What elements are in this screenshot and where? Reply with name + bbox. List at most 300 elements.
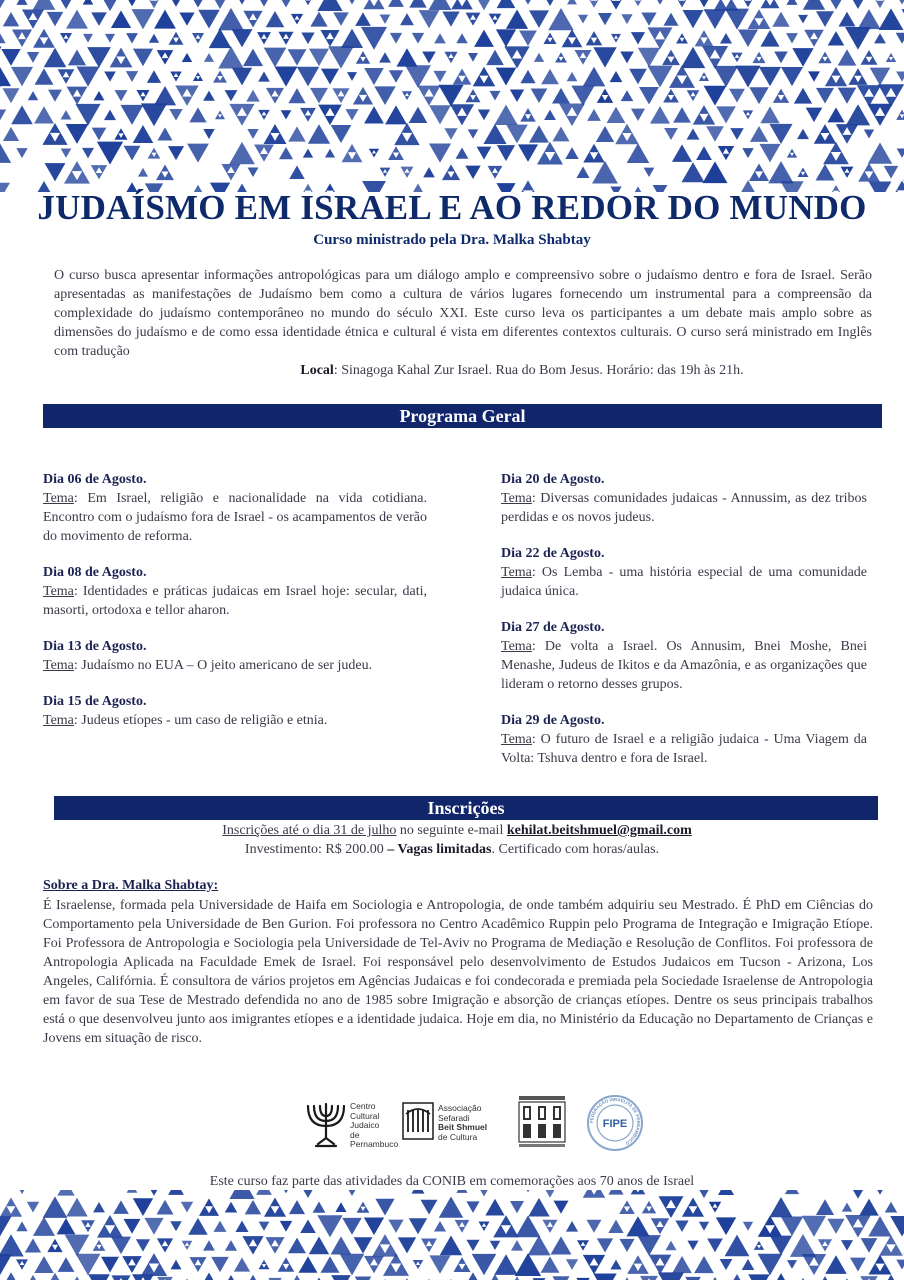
pattern-triangle <box>707 1239 723 1253</box>
pattern-triangle <box>647 66 672 88</box>
pattern-triangle <box>486 50 504 65</box>
pattern-triangle <box>696 0 713 7</box>
pattern-triangle <box>433 71 446 82</box>
pattern-triangle <box>154 86 176 105</box>
pattern-triangle <box>716 1217 736 1235</box>
pattern-triangle <box>740 0 757 7</box>
pattern-triangle <box>828 31 845 45</box>
pattern-triangle <box>885 1202 897 1213</box>
pattern-triangle <box>0 1216 12 1236</box>
pattern-triangle <box>816 88 834 104</box>
pattern-triangle <box>474 30 494 47</box>
pattern-triangle <box>389 70 404 83</box>
pattern-triangle <box>300 1219 316 1233</box>
pattern-triangle <box>388 0 404 7</box>
pattern-triangle <box>527 1235 550 1255</box>
pattern-triangle <box>442 12 459 27</box>
pattern-triangle <box>380 14 391 23</box>
logo-text-line: Centro <box>350 1101 376 1111</box>
pattern-triangle <box>211 1257 229 1272</box>
pattern-triangle <box>409 107 428 123</box>
pattern-triangle <box>641 12 656 25</box>
pattern-triangle <box>534 53 544 62</box>
tema-label: Tema <box>501 732 532 747</box>
pattern-triangle <box>42 1273 67 1280</box>
pattern-triangle <box>629 69 647 84</box>
pattern-triangle <box>374 86 395 105</box>
pattern-triangle <box>179 13 194 26</box>
pattern-triangle <box>306 0 311 1</box>
pattern-triangle <box>896 71 904 81</box>
pattern-triangle <box>364 68 384 85</box>
pattern-triangle <box>702 161 727 183</box>
pattern-triangle <box>612 0 621 1</box>
pattern-triangle <box>745 0 752 1</box>
top-pattern-banner <box>0 0 904 192</box>
pattern-triangle <box>289 166 305 179</box>
pattern-triangle <box>650 106 670 124</box>
pattern-triangle <box>528 1198 549 1217</box>
pattern-triangle <box>816 1276 833 1280</box>
tema-label: Tema <box>43 658 74 673</box>
pattern-triangle <box>511 1240 523 1250</box>
pattern-triangle <box>842 1203 852 1212</box>
pattern-triangle <box>759 144 780 162</box>
pattern-triangle <box>520 70 535 83</box>
pattern-triangle <box>328 46 354 68</box>
schedule-item <box>43 470 427 546</box>
pattern-triangle <box>405 65 431 88</box>
pattern-triangle <box>281 110 292 119</box>
pattern-triangle <box>214 1221 227 1232</box>
pattern-triangle <box>11 67 33 86</box>
pattern-triangle <box>749 87 768 104</box>
pattern-triangle <box>274 67 297 87</box>
pattern-triangle <box>565 147 578 159</box>
pattern-triangle <box>861 1238 878 1253</box>
pattern-triangle <box>587 1220 602 1233</box>
tema-label: Tema <box>43 713 74 728</box>
schedule-date: Dia 20 de Agosto. <box>501 472 605 487</box>
pattern-triangle <box>598 13 612 25</box>
pattern-triangle <box>683 10 704 28</box>
pattern-triangle <box>321 69 339 85</box>
pattern-triangle <box>258 71 270 81</box>
pattern-triangle <box>342 1218 361 1235</box>
pattern-triangle <box>768 161 794 183</box>
pattern-triangle <box>897 148 904 157</box>
pattern-triangle <box>196 1273 222 1280</box>
pattern-triangle <box>758 1254 783 1276</box>
pattern-triangle <box>288 126 305 141</box>
pattern-triangle <box>879 8 904 30</box>
pattern-triangle <box>171 1260 182 1270</box>
pattern-triangle <box>126 33 138 43</box>
pattern-triangle <box>477 147 492 160</box>
pattern-triangle <box>786 33 798 43</box>
pattern-triangle <box>56 0 77 9</box>
schedule-date: Dia 08 de Agosto. <box>43 565 147 580</box>
pattern-triangle <box>35 68 54 84</box>
pattern-triangle <box>571 86 594 106</box>
inscricoes-heading-bar: Inscrições <box>54 796 878 820</box>
schedule-topic <box>501 637 867 694</box>
pattern-triangle <box>288 1238 306 1254</box>
pattern-triangle <box>497 145 515 161</box>
pattern-triangle <box>750 126 768 142</box>
pattern-triangle <box>637 1235 661 1256</box>
pattern-triangle <box>552 1276 569 1280</box>
pattern-triangle <box>797 129 809 139</box>
pattern-triangle <box>672 144 692 162</box>
pattern-triangle <box>440 1236 463 1256</box>
pattern-triangle <box>803 0 825 10</box>
pattern-triangle <box>664 128 678 140</box>
pattern-triangle <box>429 143 451 162</box>
page-subtitle: Curso ministrado pela Dra. Malka Shabtay <box>313 232 591 248</box>
pattern-triangle <box>725 9 749 30</box>
pattern-triangle <box>243 49 263 67</box>
pattern-triangle <box>590 0 597 1</box>
pattern-triangle <box>483 124 506 144</box>
pattern-triangle <box>566 1221 578 1232</box>
pattern-triangle <box>465 166 480 179</box>
pattern-triangle <box>33 1217 55 1236</box>
pattern-triangle <box>896 1260 904 1270</box>
pattern-triangle <box>786 0 797 5</box>
pattern-triangle <box>597 1238 613 1252</box>
pattern-triangle <box>519 31 537 47</box>
pattern-triangle <box>93 1202 105 1212</box>
pattern-triangle <box>798 15 808 24</box>
pattern-triangle <box>769 1273 793 1280</box>
pattern-triangle <box>61 148 72 157</box>
pattern-triangle <box>478 109 490 120</box>
pattern-triangle <box>420 1200 437 1215</box>
pattern-triangle <box>679 0 686 1</box>
pattern-triangle <box>317 1215 342 1237</box>
pattern-triangle <box>188 1218 207 1235</box>
pattern-triangle <box>189 0 207 8</box>
pattern-triangle <box>313 1202 326 1213</box>
pattern-triangle <box>787 1260 797 1269</box>
pattern-triangle <box>210 0 231 9</box>
pattern-triangle <box>838 49 857 65</box>
logo-text-line: Cultural <box>350 1110 380 1121</box>
pattern-triangle <box>181 1202 193 1213</box>
pattern-triangle <box>673 0 690 7</box>
schedule-topic <box>43 582 427 620</box>
pattern-triangle <box>825 1255 847 1274</box>
triangle-pattern-top <box>0 0 904 192</box>
pattern-triangle <box>120 105 143 125</box>
pattern-triangle <box>198 10 220 29</box>
pattern-triangle <box>76 1254 101 1276</box>
tema-label: Tema <box>501 491 532 506</box>
pattern-triangle <box>774 52 788 64</box>
pattern-triangle <box>631 32 645 44</box>
centro-cultural-text <box>350 1102 398 1150</box>
pattern-triangle <box>170 1221 182 1231</box>
pattern-triangle <box>438 85 463 107</box>
pattern-triangle <box>816 164 835 180</box>
schedule-date: Dia 22 de Agosto. <box>501 546 605 561</box>
pattern-triangle <box>848 0 869 9</box>
sponsor-logos <box>0 1094 904 1156</box>
pattern-triangle <box>839 12 856 27</box>
pattern-triangle <box>627 143 650 163</box>
about-heading: Sobre a Dra. Malka Shabtay: <box>43 878 219 893</box>
pattern-triangle <box>101 1257 119 1273</box>
tema-label: Tema <box>501 565 532 580</box>
pattern-triangle <box>781 1216 804 1236</box>
topic-text: : Diversas comunidades judaicas - Annussim, as dez tribos perdidas e os novos judeus. <box>501 491 867 525</box>
programa-heading-bar: Programa Geral <box>43 404 882 428</box>
pattern-triangle <box>874 33 886 43</box>
schedule-topic <box>43 711 427 730</box>
schedule-item <box>501 470 867 527</box>
registration-email-link[interactable]: kehilat.beitshmuel@gmail.com <box>506 823 692 838</box>
pattern-triangle <box>460 1272 486 1280</box>
pattern-triangle <box>256 0 271 7</box>
pattern-triangle <box>841 1240 853 1251</box>
pattern-triangle <box>47 12 64 26</box>
pattern-triangle <box>466 1240 479 1251</box>
schedule-date: Dia 29 de Agosto. <box>501 713 605 728</box>
pattern-triangle <box>592 161 618 184</box>
pattern-triangle <box>97 142 123 165</box>
pattern-triangle <box>277 0 294 8</box>
pattern-triangle <box>27 52 39 63</box>
pattern-triangle <box>553 1201 568 1214</box>
pattern-triangle <box>880 1275 901 1280</box>
pattern-triangle <box>422 52 436 64</box>
pattern-triangle <box>672 1256 692 1273</box>
pattern-triangle <box>310 88 328 104</box>
pattern-triangle <box>548 8 574 30</box>
pattern-triangle <box>490 1241 501 1250</box>
pattern-triangle <box>123 1219 140 1234</box>
pattern-triangle <box>720 33 732 44</box>
pattern-triangle <box>243 1275 263 1280</box>
pattern-triangle <box>578 15 588 24</box>
fipe-seal-icon <box>584 1094 646 1152</box>
pattern-triangle <box>34 106 54 123</box>
pattern-triangle <box>141 103 167 126</box>
pattern-triangle <box>551 1236 572 1254</box>
pattern-triangle <box>730 128 744 140</box>
schedule-date: Dia 06 de Agosto. <box>43 472 147 487</box>
pattern-triangle <box>631 109 645 121</box>
logo-text-line: Beit Shmuel <box>438 1122 488 1132</box>
pattern-triangle <box>506 9 528 28</box>
pattern-triangle <box>333 12 349 26</box>
fipe-center-text: FIPE <box>602 1118 628 1130</box>
pattern-triangle <box>125 0 140 6</box>
investment-text: Investimento: R$ 200.00 <box>244 842 384 857</box>
pattern-triangle <box>871 0 890 8</box>
pattern-triangle <box>136 1239 150 1251</box>
pattern-triangle <box>434 33 446 43</box>
pattern-triangle <box>113 1200 129 1214</box>
pattern-triangle <box>104 71 116 81</box>
pattern-triangle <box>472 0 496 10</box>
pattern-triangle <box>738 30 758 48</box>
pattern-triangle <box>412 33 424 44</box>
logo-text-line: Judaico <box>350 1120 380 1130</box>
pattern-triangle <box>83 0 94 5</box>
pattern-triangle <box>523 0 534 5</box>
pattern-triangle <box>69 1276 86 1280</box>
pattern-triangle <box>218 46 244 68</box>
pattern-triangle <box>345 109 358 120</box>
pattern-triangle <box>25 1238 41 1252</box>
pattern-triangle <box>124 146 141 161</box>
pattern-triangle <box>1 49 20 66</box>
pattern-triangle <box>896 33 904 44</box>
pattern-triangle <box>82 148 94 158</box>
pattern-triangle <box>147 70 161 83</box>
pattern-triangle <box>317 0 342 11</box>
pattern-triangle <box>45 163 66 181</box>
limited-seats: Vagas limitadas <box>397 842 492 857</box>
centro-cultural-logo <box>304 1096 399 1152</box>
pattern-triangle <box>126 71 138 82</box>
pattern-triangle <box>88 1274 110 1280</box>
pattern-triangle <box>552 127 569 142</box>
pattern-triangle <box>845 27 871 50</box>
fipe-logo <box>584 1094 646 1152</box>
pattern-triangle <box>439 1196 463 1217</box>
pattern-triangle <box>75 104 100 126</box>
pattern-triangle <box>150 0 158 1</box>
pattern-triangle <box>510 1201 524 1213</box>
pattern-triangle <box>663 13 678 26</box>
pattern-triangle <box>0 85 2 107</box>
topic-text: : Os Lemba - uma história especial de uma comunidade judaica única. <box>501 565 867 599</box>
pattern-triangle <box>567 0 577 4</box>
pattern-triangle <box>154 10 176 29</box>
pattern-triangle <box>596 126 614 142</box>
pattern-triangle <box>704 86 727 106</box>
pattern-triangle <box>506 125 528 144</box>
pattern-triangle <box>497 0 516 8</box>
pattern-triangle <box>231 29 252 47</box>
pattern-triangle <box>543 0 557 6</box>
pattern-triangle <box>769 124 792 144</box>
pattern-triangle <box>280 1221 293 1232</box>
pattern-triangle <box>104 110 116 120</box>
fipe-ring-text: FEDERAÇÃO ISRAELITA DE PERNAMBUCO <box>588 1096 642 1146</box>
pattern-triangle <box>2 88 19 103</box>
pattern-triangle <box>541 1256 560 1272</box>
pattern-triangle <box>593 47 616 67</box>
bottom-pattern-banner <box>0 1188 904 1280</box>
pattern-triangle <box>203 1240 215 1250</box>
pattern-triangle <box>429 0 452 10</box>
pattern-triangle <box>303 149 313 158</box>
pattern-triangle <box>33 0 56 10</box>
logo-text-line: Sefaradi <box>438 1112 470 1123</box>
pattern-triangle <box>429 105 451 124</box>
pattern-triangle <box>704 9 727 29</box>
pattern-triangle <box>232 68 252 86</box>
pattern-triangle <box>890 1216 904 1237</box>
pattern-triangle <box>806 108 823 122</box>
pattern-triangle <box>169 109 182 121</box>
pattern-triangle <box>66 1198 88 1217</box>
pattern-triangle <box>726 1274 748 1280</box>
pattern-triangle <box>585 0 603 8</box>
pattern-triangle <box>299 1256 318 1272</box>
logo-text-line: de <box>350 1129 360 1140</box>
pattern-triangle <box>347 0 357 4</box>
pattern-triangle <box>189 107 206 122</box>
pattern-triangle <box>308 124 330 143</box>
pattern-triangle <box>897 0 904 5</box>
pattern-triangle <box>720 1259 733 1270</box>
pattern-triangle <box>850 1258 866 1272</box>
pattern-triangle <box>0 46 2 68</box>
pattern-triangle <box>529 125 549 142</box>
registration-line <box>0 823 904 839</box>
intro-paragraph: O curso busca apresentar informações antropológicas para um diálogo amplo e compreensivo sobre o judaísmo dentro e fora de Israel. Serão apresentadas as manifestações de Judaísmo bem como a cultura de vários lugares fornecendo um instrumental para a compreensão da complexidade do judaísmo contemporâneo no mundo do século XXI. Este curso leva os participantes a um debate mais amplo sobre as dimensões do judaísmo e de como essa identidade étnica e cultural é vista em diferentes contextos culturais. O curso será ministrado em Inglês com tradução <box>54 268 872 359</box>
pattern-triangle <box>225 1240 237 1251</box>
pattern-triangle <box>331 1275 351 1280</box>
tema-label: Tema <box>501 639 532 654</box>
pattern-triangle <box>742 148 753 158</box>
pattern-triangle <box>61 110 72 119</box>
pattern-triangle <box>626 1216 649 1236</box>
pattern-triangle <box>0 1234 24 1256</box>
schedule-date: Dia 15 de Agosto. <box>43 694 147 709</box>
pattern-triangle <box>675 1221 688 1233</box>
pattern-triangle <box>138 168 148 177</box>
pattern-triangle <box>289 1200 305 1214</box>
pattern-triangle <box>423 167 435 177</box>
pattern-triangle <box>234 1257 250 1271</box>
pattern-triangle <box>714 66 739 87</box>
pattern-triangle <box>111 1237 131 1254</box>
pattern-triangle <box>742 1259 755 1270</box>
pattern-triangle <box>864 129 874 138</box>
pattern-triangle <box>631 0 645 6</box>
pattern-triangle <box>619 1239 634 1252</box>
pattern-triangle <box>364 106 384 123</box>
schedule-date: Dia 13 de Agosto. <box>43 639 147 654</box>
pattern-triangle <box>759 67 781 86</box>
pattern-triangle <box>203 91 215 101</box>
pattern-triangle <box>593 1274 616 1280</box>
pattern-triangle <box>687 128 700 139</box>
pattern-triangle <box>566 1259 578 1270</box>
pattern-triangle <box>794 88 812 104</box>
pattern-triangle <box>83 34 93 43</box>
pattern-triangle <box>218 8 244 30</box>
pattern-triangle <box>16 148 27 158</box>
pattern-triangle <box>409 1218 427 1234</box>
pattern-triangle <box>3 12 20 26</box>
pattern-triangle <box>157 127 172 140</box>
pattern-triangle <box>0 33 6 43</box>
pattern-triangle <box>666 1241 677 1251</box>
pattern-triangle <box>245 1200 262 1214</box>
pattern-triangle <box>115 90 128 101</box>
pattern-triangle <box>0 67 11 86</box>
pattern-triangle <box>466 1201 479 1212</box>
pattern-triangle <box>187 144 209 163</box>
emblem-icon <box>402 1102 434 1140</box>
